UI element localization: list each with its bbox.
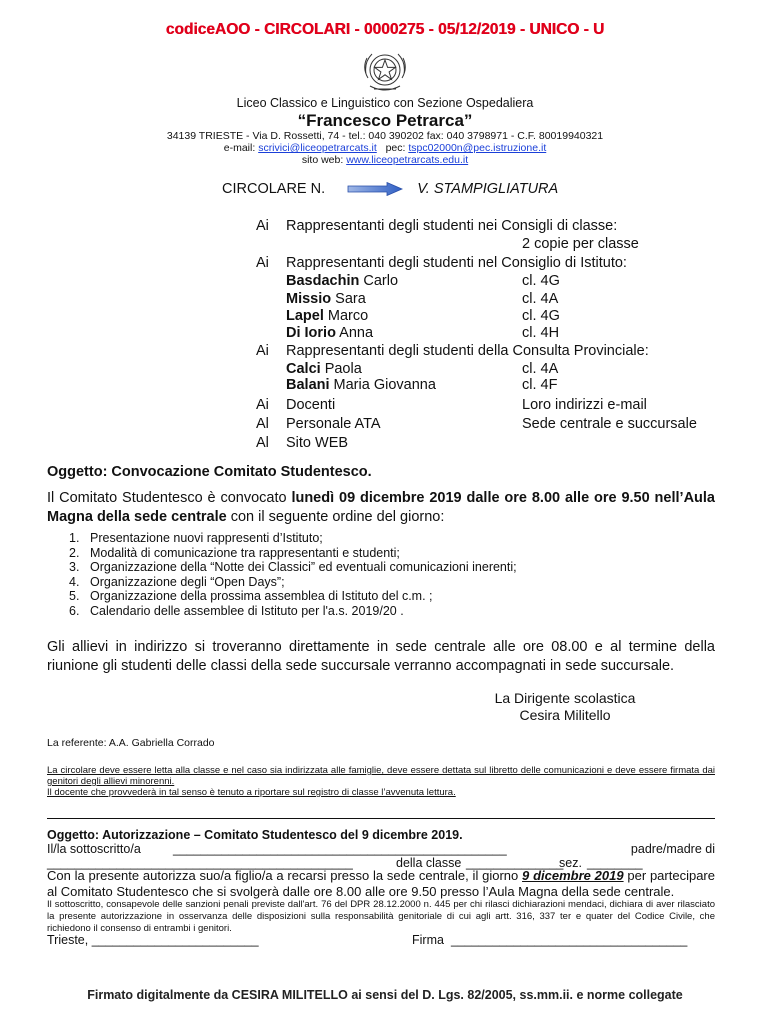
agenda-number: 6. <box>69 603 80 618</box>
circolare-label: CIRCOLARE N. <box>222 181 326 197</box>
class-label: della classe <box>396 856 462 870</box>
parent-name-blank[interactable]: ________________________________________________ <box>173 842 507 856</box>
agenda-item <box>47 589 715 604</box>
auth-before: Con la presente autorizza suo/a figlio/a a recarsi presso la sede centrale, il giorno <box>47 868 523 883</box>
agenda-text: Organizzazione della “Notte dei Classici” ed eventuali comunicazioni inerenti; <box>90 560 517 574</box>
stamp-label: V. STAMPIGLIATURA <box>417 181 559 197</box>
right-arrow-icon <box>347 182 403 196</box>
recipient-prefix: Ai <box>256 218 269 234</box>
recipient-text: Docenti <box>286 397 336 413</box>
agenda-number: 1. <box>69 531 80 545</box>
signer-name: Cesira Militello <box>519 707 611 723</box>
pec-label: pec: <box>385 142 409 154</box>
website-link[interactable]: www.liceopetrarcats.edu.it <box>346 154 469 166</box>
student-firstname: Paola <box>320 361 362 377</box>
web-label: sito web: <box>301 154 347 166</box>
agenda-text: Presentazione nuovi rappresenti d’Istituto; <box>90 531 323 545</box>
authorization-heading: Oggetto: Autorizzazione – Comitato Studentesco del 9 dicembre 2019. <box>47 828 463 842</box>
school-address: 34139 TRIESTE - Via D. Rossetti, 74 - tel.: 040 390202 fax: 040 3798971 - C.F. 80019940321 <box>166 130 604 142</box>
italian-republic-emblem-icon <box>358 48 412 96</box>
cut-divider <box>47 818 715 819</box>
place-label: Trieste, <box>47 933 89 947</box>
recipient-text: Rappresentanti degli studenti nei Consigli di classe: <box>286 218 618 234</box>
recipient-prefix: Al <box>256 416 269 432</box>
parent-label: Il/la sottoscritto/a <box>47 842 141 856</box>
agenda-item <box>47 531 715 546</box>
student-firstname: Sara <box>331 291 366 307</box>
student-name <box>286 272 398 290</box>
agenda-number: 5. <box>69 589 80 603</box>
student-name <box>286 324 373 342</box>
agenda-number: 4. <box>69 574 80 589</box>
email-link[interactable]: scrivici@liceopetrarcats.it <box>258 142 377 154</box>
subject-heading: Oggetto: Convocazione Comitato Studentesco. <box>47 464 372 480</box>
agenda-list <box>47 531 715 618</box>
legal-declaration: Il sottoscritto, consapevole delle sanzioni penali previste dall'art. 76 del DPR 28.12.2000 n. 445 per chi rilasci dichiarazioni mendaci, dichiara di aver rilasciato la presente autorizzazione in osservanza delle disposizioni sulla responsabilità genitoriale di cui agli artt. 316, 337 ter e quater del Codice Civile, che richiedono il consenso di entrambi i genitori. <box>47 899 715 934</box>
recipient-text: Personale ATA <box>286 416 381 432</box>
auth-after: per partecipare al Comitato Studentesco che si svolgerà dalle ore 8.00 alle ore 9.50 presso l’Aula Magna della sede centrale. <box>47 868 715 899</box>
student-surname: Lapel <box>286 308 324 324</box>
agenda-text: Organizzazione degli “Open Days”; <box>90 574 285 589</box>
student-name <box>286 290 366 308</box>
recipient-delivery: Loro indirizzi e-mail <box>522 397 647 413</box>
student-name <box>286 307 368 325</box>
intro-before: Il Comitato Studentesco è convocato <box>47 490 292 506</box>
student-name-blank[interactable]: ____________________________________________ <box>47 856 353 870</box>
student-name <box>286 376 436 394</box>
reading-notice <box>47 765 715 798</box>
school-name: Liceo Classico e Linguistico con Sezione Ospedaliera <box>236 96 534 110</box>
student-surname: Calci <box>286 361 321 377</box>
agenda-text: Organizzazione della prossima assemblea di Istituto del c.m. ; <box>90 589 433 603</box>
student-class: cl. 4G <box>522 308 560 324</box>
auth-date: 9 dicembre 2019 <box>522 868 624 883</box>
recipient-prefix: Al <box>256 435 269 451</box>
school-title: “Francesco Petrarca” <box>297 111 473 130</box>
student-class: cl. 4A <box>522 361 559 377</box>
agenda-text: Modalità di comunicazione tra rappresentanti e studenti; <box>90 545 400 560</box>
class-blank[interactable]: ______________ <box>466 856 564 870</box>
pec-link[interactable]: tspc02000n@pec.istruzione.it <box>408 142 547 154</box>
student-surname: Balani <box>286 377 330 393</box>
circolare-row <box>222 181 558 197</box>
notice-line: La circolare deve essere letta alla classe e nel caso sia indirizzata alle famiglie, deve essere dettata sul libretto delle comunicazioni e deve essere firmata dai genitori degli allievi minorenni. <box>47 765 715 787</box>
form-line-parent <box>47 842 715 856</box>
student-class: cl. 4H <box>522 325 560 341</box>
student-firstname: Maria Giovanna <box>329 377 436 393</box>
student-surname: Basdachin <box>286 273 360 289</box>
student-surname: Di Iorio <box>286 325 336 341</box>
recipient-text: Rappresentanti degli studenti della Consulta Provinciale: <box>286 343 649 359</box>
form-line-signature <box>47 933 715 947</box>
school-website <box>0 154 770 166</box>
firma-label: Firma <box>412 933 444 947</box>
agenda-text: Calendario delle assemblee di Istituto per l'a.s. 2019/20 . <box>90 603 404 618</box>
recipient-prefix: Ai <box>256 397 269 413</box>
student-firstname: Anna <box>335 325 374 341</box>
agenda-number: 2. <box>69 545 80 560</box>
digital-signature-footer: Firmato digitalmente da CESIRA MILITELLO ai sensi del D. Lgs. 82/2005, ss.mm.ii. e norme collegate <box>87 988 683 1002</box>
agenda-item <box>47 575 715 590</box>
section-label: sez. <box>559 856 582 870</box>
student-firstname: Carlo <box>359 273 399 289</box>
school-contacts <box>0 142 770 154</box>
recipient-prefix: Ai <box>256 343 269 359</box>
recipient-text: Rappresentanti degli studenti nel Consiglio di Istituto: <box>286 255 627 271</box>
student-class: cl. 4F <box>522 377 558 393</box>
student-firstname: Marco <box>323 308 369 324</box>
parent-role-label: padre/madre di <box>630 842 715 856</box>
agenda-item <box>47 546 715 561</box>
place-blank[interactable]: ________________________ <box>91 933 259 947</box>
notice-line: Il docente che provvederà in tal senso è tenuto a riportare sul registro di classe l’avvenuta lettura. <box>47 787 456 798</box>
authorization-paragraph <box>47 868 715 900</box>
section-blank[interactable]: ________ <box>587 856 643 870</box>
firma-blank[interactable]: __________________________________ <box>451 933 688 947</box>
intro-after: con il seguente ordine del giorno: <box>226 508 445 525</box>
agenda-item <box>47 560 715 575</box>
recipient-copies: 2 copie per classe <box>522 236 639 252</box>
closing-paragraph: Gli allievi in indirizzo si troveranno direttamente in sede centrale alle ore 08.00 e al termine della riunione gli studenti delle classi della sede succursale verranno accompagnati in sede succursale. <box>47 639 715 674</box>
agenda-number: 3. <box>69 560 80 574</box>
email-label: e-mail: <box>223 142 259 154</box>
student-class: cl. 4G <box>522 273 560 289</box>
convocation-paragraph <box>47 489 715 526</box>
referente: La referente: A.A. Gabriella Corrado <box>47 737 215 749</box>
student-surname: Missio <box>286 291 332 307</box>
intro-bold: lunedì 09 dicembre 2019 dalle ore 8.00 alle ore 9.50 nell’Aula Magna della sede centrale <box>47 490 715 525</box>
recipient-delivery: Sede centrale e succursale <box>522 416 697 432</box>
recipient-prefix: Ai <box>256 255 269 271</box>
protocol-banner: codiceAOO - CIRCOLARI - 0000275 - 05/12/2019 - UNICO - U <box>165 21 605 38</box>
signer-role: La Dirigente scolastica <box>494 690 636 706</box>
student-class: cl. 4A <box>522 291 559 307</box>
agenda-item <box>47 604 715 619</box>
recipient-text: Sito WEB <box>286 435 349 451</box>
